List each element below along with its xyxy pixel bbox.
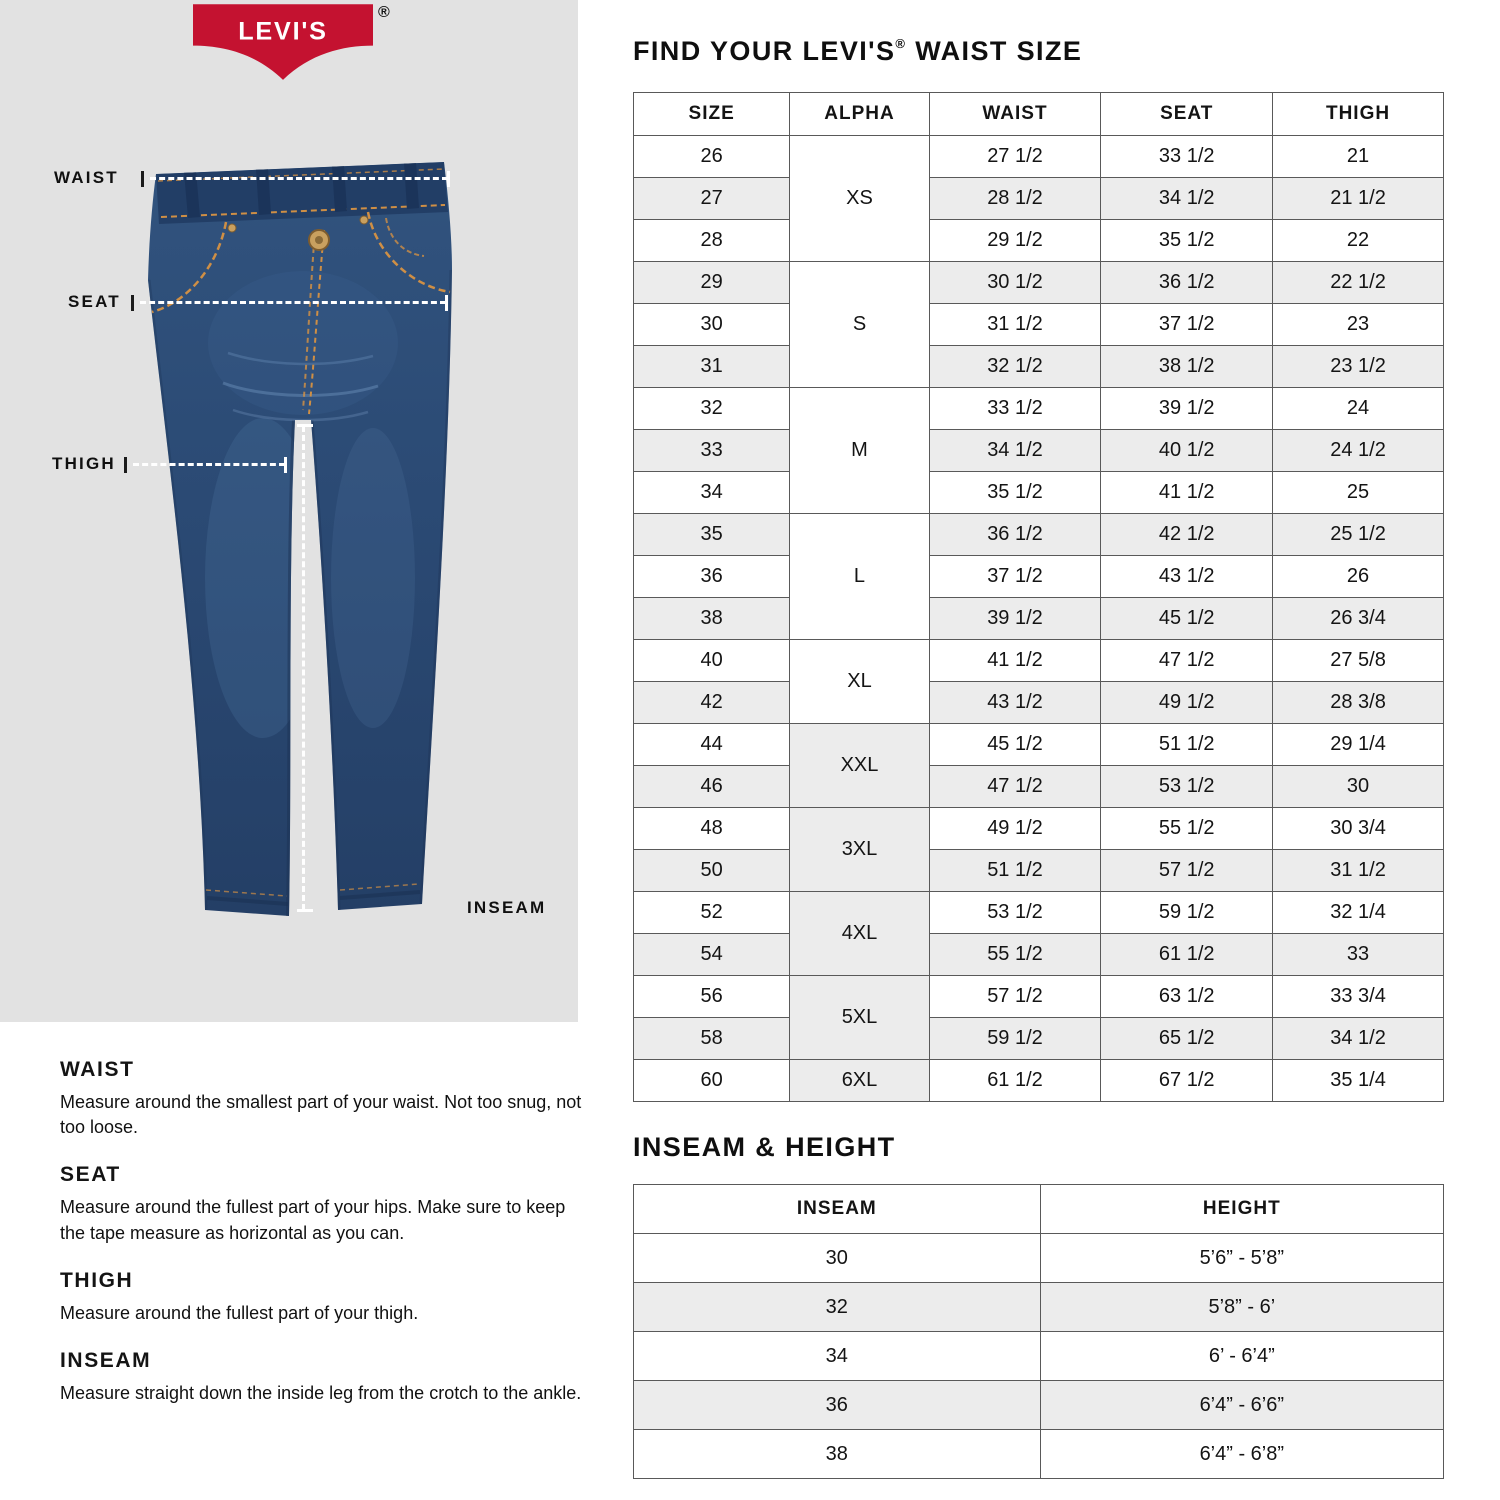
measuring-instructions (60, 1058, 582, 1429)
waist-cell: 39 1/2 (929, 598, 1101, 640)
seat-cell: 59 1/2 (1101, 892, 1273, 934)
seat-cell: 63 1/2 (1101, 976, 1273, 1018)
size-cell: 48 (634, 808, 790, 850)
size-cell: 35 (634, 514, 790, 556)
size-cell: 40 (634, 640, 790, 682)
waist-cell: 55 1/2 (929, 934, 1101, 976)
thigh-cell: 33 3/4 (1273, 976, 1444, 1018)
waist-cell: 57 1/2 (929, 976, 1101, 1018)
registered-mark-icon: ® (895, 36, 907, 51)
size-cell: 28 (634, 220, 790, 262)
size-cell: 44 (634, 724, 790, 766)
waist-cell: 47 1/2 (929, 766, 1101, 808)
alpha-cell: S (790, 262, 929, 388)
waist-cell: 51 1/2 (929, 850, 1101, 892)
instruction-waist (60, 1058, 582, 1140)
alpha-cell: XS (790, 136, 929, 262)
instruction-inseam (60, 1349, 582, 1406)
waist-table-row (634, 1018, 1444, 1060)
waist-cell: 35 1/2 (929, 472, 1101, 514)
instruction-thigh (60, 1269, 582, 1326)
instruction-body: Measure around the fullest part of your hips. Make sure to keep the tape measure as horizontal as you can. (60, 1197, 566, 1243)
seat-cell: 47 1/2 (1101, 640, 1273, 682)
size-cell: 26 (634, 136, 790, 178)
registered-mark-icon: ® (378, 4, 390, 21)
height-cell: 6’4” - 6’8” (1040, 1430, 1443, 1479)
thigh-cell: 22 (1273, 220, 1444, 262)
thigh-cell: 34 1/2 (1273, 1018, 1444, 1060)
waist-cell: 45 1/2 (929, 724, 1101, 766)
inseam-line-bottom-tick (297, 909, 313, 912)
header-alpha: ALPHA (790, 93, 929, 136)
alpha-cell: 4XL (790, 892, 929, 976)
alpha-cell: M (790, 388, 929, 514)
instruction-body: Measure around the smallest part of your waist. Not too snug, not too loose. (60, 1092, 582, 1138)
waist-cell: 27 1/2 (929, 136, 1101, 178)
seat-cell: 43 1/2 (1101, 556, 1273, 598)
seat-cell: 40 1/2 (1101, 430, 1273, 472)
waist-table-row (634, 178, 1444, 220)
height-cell: 5’6” - 5’8” (1040, 1234, 1443, 1283)
diagram-panel (0, 0, 578, 1022)
seat-cell: 61 1/2 (1101, 934, 1273, 976)
inseam-line-top-tick (297, 424, 313, 427)
size-cell: 32 (634, 388, 790, 430)
instruction-title: THIGH (60, 1268, 134, 1292)
thigh-cell: 27 5/8 (1273, 640, 1444, 682)
waist-measure-label: WAIST (54, 168, 119, 187)
inseam-cell: 36 (634, 1381, 1041, 1430)
inseam-cell: 32 (634, 1283, 1041, 1332)
header-inseam: INSEAM (634, 1185, 1041, 1234)
thigh-cell: 32 1/4 (1273, 892, 1444, 934)
inseam-table-row (634, 1430, 1444, 1479)
waist-table-row (634, 472, 1444, 514)
thigh-measure-label: THIGH (52, 454, 116, 473)
waist-cell: 32 1/2 (929, 346, 1101, 388)
seat-cell: 35 1/2 (1101, 220, 1273, 262)
jeans-image (128, 148, 468, 938)
waist-size-title-text: FIND YOUR LEVI'S (633, 36, 896, 66)
size-cell: 46 (634, 766, 790, 808)
waist-table-body (634, 136, 1444, 1102)
inseam-table-row (634, 1283, 1444, 1332)
waist-table-row (634, 598, 1444, 640)
inseam-table-header-row (634, 1185, 1444, 1234)
waist-cell: 41 1/2 (929, 640, 1101, 682)
thigh-cell: 35 1/4 (1273, 1060, 1444, 1102)
height-cell: 6’ - 6’4” (1040, 1332, 1443, 1381)
size-cell: 42 (634, 682, 790, 724)
inseam-measure-line (302, 426, 305, 910)
seat-cell: 57 1/2 (1101, 850, 1273, 892)
size-cell: 50 (634, 850, 790, 892)
waist-table-row (634, 388, 1444, 430)
waist-cell: 53 1/2 (929, 892, 1101, 934)
seat-cell: 34 1/2 (1101, 178, 1273, 220)
size-cell: 58 (634, 1018, 790, 1060)
thigh-cell: 30 (1273, 766, 1444, 808)
waist-table-row (634, 808, 1444, 850)
inseam-height-title: INSEAM & HEIGHT (633, 1132, 896, 1162)
seat-cell: 41 1/2 (1101, 472, 1273, 514)
instruction-seat (60, 1163, 582, 1245)
seat-cell: 33 1/2 (1101, 136, 1273, 178)
seat-cell: 49 1/2 (1101, 682, 1273, 724)
header-waist: WAIST (929, 93, 1101, 136)
alpha-cell: 3XL (790, 808, 929, 892)
thigh-cell: 21 1/2 (1273, 178, 1444, 220)
waist-size-title-text-2: WAIST SIZE (915, 36, 1083, 66)
waist-table-row (634, 724, 1444, 766)
height-cell: 6’4” - 6’6” (1040, 1381, 1443, 1430)
thigh-measure-line (133, 463, 285, 466)
size-cell: 56 (634, 976, 790, 1018)
inseam-cell: 34 (634, 1332, 1041, 1381)
seat-measure-line (140, 301, 446, 304)
waist-cell: 59 1/2 (929, 1018, 1101, 1060)
thigh-cell: 28 3/8 (1273, 682, 1444, 724)
size-cell: 54 (634, 934, 790, 976)
waist-cell: 43 1/2 (929, 682, 1101, 724)
seat-cell: 53 1/2 (1101, 766, 1273, 808)
instruction-body: Measure around the fullest part of your thigh. (60, 1302, 419, 1323)
seat-cell: 67 1/2 (1101, 1060, 1273, 1102)
size-cell: 33 (634, 430, 790, 472)
waist-table-row (634, 556, 1444, 598)
waist-table-header-row (634, 93, 1444, 136)
waist-cell: 33 1/2 (929, 388, 1101, 430)
inseam-table-body (634, 1234, 1444, 1479)
size-cell: 36 (634, 556, 790, 598)
thigh-cell: 21 (1273, 136, 1444, 178)
alpha-cell: XXL (790, 724, 929, 808)
levis-logo-text: LEVI'S (238, 17, 328, 46)
seat-measure-label: SEAT (68, 292, 121, 311)
waist-cell: 31 1/2 (929, 304, 1101, 346)
thigh-cell: 30 3/4 (1273, 808, 1444, 850)
waist-cell: 49 1/2 (929, 808, 1101, 850)
inseam-height-table (633, 1184, 1444, 1479)
thigh-cell: 22 1/2 (1273, 262, 1444, 304)
alpha-cell: XL (790, 640, 929, 724)
seat-cell: 42 1/2 (1101, 514, 1273, 556)
waist-table-row (634, 430, 1444, 472)
instruction-body: Measure straight down the inside leg from the crotch to the ankle. (60, 1382, 582, 1403)
inseam-table-row (634, 1234, 1444, 1283)
size-cell: 38 (634, 598, 790, 640)
inseam-table-row (634, 1381, 1444, 1430)
thigh-cell: 23 1/2 (1273, 346, 1444, 388)
alpha-cell: L (790, 514, 929, 640)
instruction-title: SEAT (60, 1163, 121, 1187)
levis-batwing-icon (193, 0, 373, 94)
waist-size-table (633, 92, 1444, 1102)
inseam-measure-label: INSEAM (467, 898, 547, 917)
thigh-line-end-tick (284, 457, 287, 473)
seat-cell: 37 1/2 (1101, 304, 1273, 346)
thigh-cell: 26 (1273, 556, 1444, 598)
alpha-cell: 5XL (790, 976, 929, 1060)
instruction-title: WAIST (60, 1058, 135, 1081)
header-seat: SEAT (1101, 93, 1273, 136)
thigh-cell: 31 1/2 (1273, 850, 1444, 892)
header-height: HEIGHT (1040, 1185, 1443, 1234)
size-cell: 29 (634, 262, 790, 304)
thigh-cell: 24 1/2 (1273, 430, 1444, 472)
waist-table-row (634, 976, 1444, 1018)
size-cell: 27 (634, 178, 790, 220)
inseam-cell: 30 (634, 1234, 1041, 1283)
waist-cell: 28 1/2 (929, 178, 1101, 220)
thigh-line-start-tick (124, 457, 127, 473)
thigh-cell: 25 (1273, 472, 1444, 514)
waist-cell: 36 1/2 (929, 514, 1101, 556)
waist-table-row (634, 220, 1444, 262)
waist-cell: 37 1/2 (929, 556, 1101, 598)
waist-table-row (634, 1060, 1444, 1102)
waist-table-row (634, 346, 1444, 388)
size-cell: 31 (634, 346, 790, 388)
instruction-title: INSEAM (60, 1348, 152, 1372)
thigh-cell: 26 3/4 (1273, 598, 1444, 640)
waist-measure-line (150, 177, 448, 180)
waist-line-start-tick (141, 171, 144, 187)
waist-cell: 61 1/2 (929, 1060, 1101, 1102)
waist-size-title (633, 36, 1444, 67)
waist-table-row (634, 514, 1444, 556)
waist-table-row (634, 262, 1444, 304)
levis-logo (193, 0, 373, 94)
seat-cell: 36 1/2 (1101, 262, 1273, 304)
thigh-cell: 24 (1273, 388, 1444, 430)
waist-table-row (634, 892, 1444, 934)
waist-table-row (634, 934, 1444, 976)
seat-cell: 45 1/2 (1101, 598, 1273, 640)
size-chart-column (633, 36, 1444, 1479)
size-cell: 30 (634, 304, 790, 346)
waist-table-row (634, 682, 1444, 724)
thigh-cell: 33 (1273, 934, 1444, 976)
header-size: SIZE (634, 93, 790, 136)
thigh-cell: 23 (1273, 304, 1444, 346)
seat-cell: 38 1/2 (1101, 346, 1273, 388)
alpha-cell: 6XL (790, 1060, 929, 1102)
waist-table-row (634, 640, 1444, 682)
size-cell: 60 (634, 1060, 790, 1102)
seat-cell: 55 1/2 (1101, 808, 1273, 850)
waist-line-end-tick (447, 171, 450, 187)
seat-line-start-tick (131, 295, 134, 311)
seat-cell: 39 1/2 (1101, 388, 1273, 430)
waist-table-row (634, 766, 1444, 808)
waist-table-row (634, 136, 1444, 178)
seat-cell: 51 1/2 (1101, 724, 1273, 766)
waist-cell: 29 1/2 (929, 220, 1101, 262)
waist-cell: 34 1/2 (929, 430, 1101, 472)
inseam-cell: 38 (634, 1430, 1041, 1479)
seat-cell: 65 1/2 (1101, 1018, 1273, 1060)
waist-table-row (634, 850, 1444, 892)
header-thigh: THIGH (1273, 93, 1444, 136)
size-cell: 34 (634, 472, 790, 514)
size-cell: 52 (634, 892, 790, 934)
waist-cell: 30 1/2 (929, 262, 1101, 304)
height-cell: 5’8” - 6’ (1040, 1283, 1443, 1332)
waist-table-row (634, 304, 1444, 346)
thigh-cell: 29 1/4 (1273, 724, 1444, 766)
seat-line-end-tick (445, 295, 448, 311)
thigh-cell: 25 1/2 (1273, 514, 1444, 556)
inseam-table-row (634, 1332, 1444, 1381)
